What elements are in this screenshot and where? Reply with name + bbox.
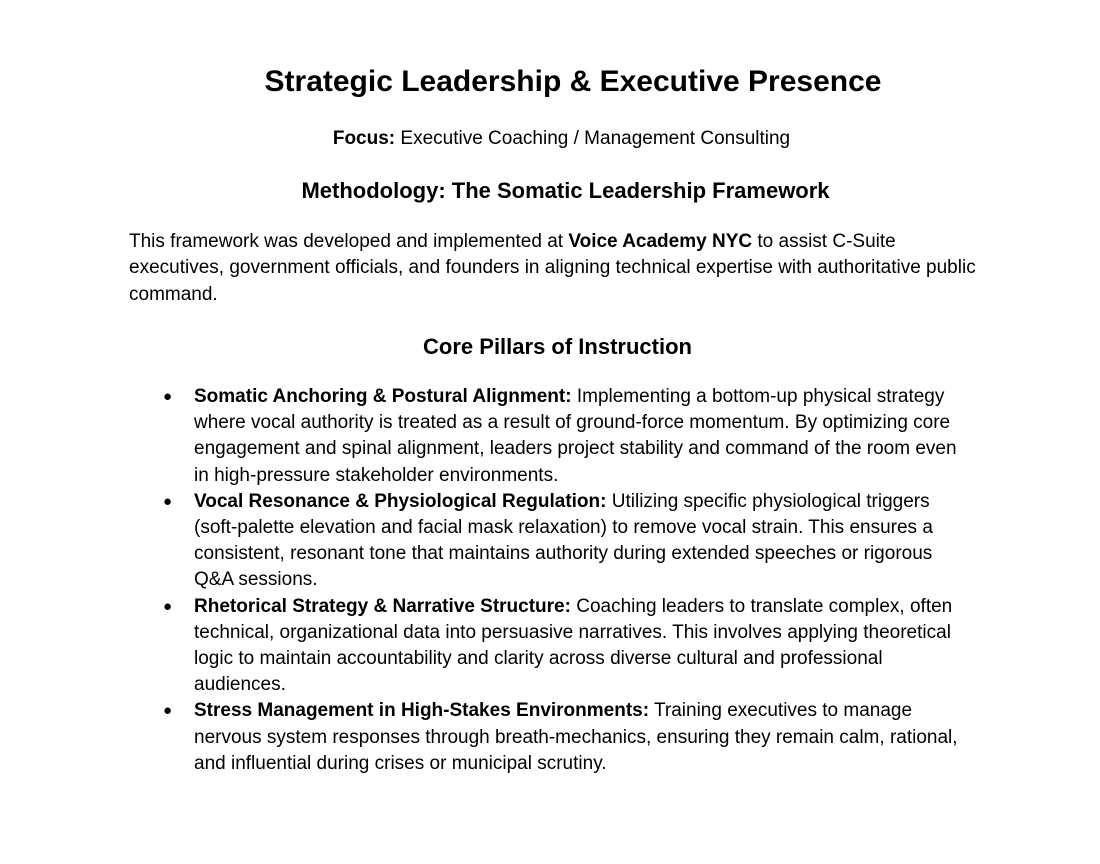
bullet-icon: ● xyxy=(163,702,173,720)
focus-label: Focus: xyxy=(332,128,396,149)
pillar-text: Implementing a bottom-up physical strategy where vocal authority is treated as a result of ground-force momentum. By optimizing core engagement and spinal alignment, leaders project stability and command of the room even in high-pressure stakeholder environments. xyxy=(194,386,957,486)
pillar-text: Utilizing specific physiological triggers (soft-palette elevation and facial mask relaxation) to remove vocal strain. This ensures a consistent, resonant tone that maintains authority during extended speeches or rigorous Q&A sessions. xyxy=(194,490,933,591)
methodology-heading: Methodology: The Somatic Leadership Framework xyxy=(301,178,830,203)
focus-line xyxy=(0,127,1100,151)
bullet-icon: ● xyxy=(163,597,173,615)
bullet-icon: ● xyxy=(163,388,173,405)
intro-paragraph xyxy=(129,229,979,308)
pillar-title: Vocal Resonance & Physiological Regulation: xyxy=(194,490,607,512)
intro-organization: Voice Academy NYC xyxy=(568,231,753,252)
pillars-heading: Core Pillars of Instruction xyxy=(423,334,692,359)
focus-value: Executive Coaching / Management Consulting xyxy=(400,128,791,149)
pillar-title: Stress Management in High-Stakes Environments: xyxy=(194,700,650,722)
intro-text-after: to assist C-Suite executives, government officials, and founders in aligning technical expertise with authoritative public command. xyxy=(129,231,976,305)
pillar-title: Rhetorical Strategy & Narrative Structure: xyxy=(194,595,571,617)
bullet-icon: ● xyxy=(163,492,173,510)
list-item xyxy=(0,594,974,699)
list-item xyxy=(0,384,974,489)
pillars-list xyxy=(0,384,1100,777)
pillar-text: Training executives to manage nervous system responses through breath-mechanics, ensuring they remain calm, rational, and influential during crises or municipal scrutiny. xyxy=(194,700,958,774)
page-title: Strategic Leadership & Executive Presence xyxy=(264,65,882,98)
pillar-title: Somatic Anchoring & Postural Alignment: xyxy=(194,386,572,407)
list-item xyxy=(0,698,974,777)
list-item xyxy=(0,489,974,594)
pillar-text: Coaching leaders to translate complex, often technical, organizational data into persuasive narratives. This involves applying theoretical logic to maintain accountability and clarity across diverse cultural and professional audiences. xyxy=(194,595,953,696)
intro-text-before: This framework was developed and implemented at xyxy=(129,231,569,252)
